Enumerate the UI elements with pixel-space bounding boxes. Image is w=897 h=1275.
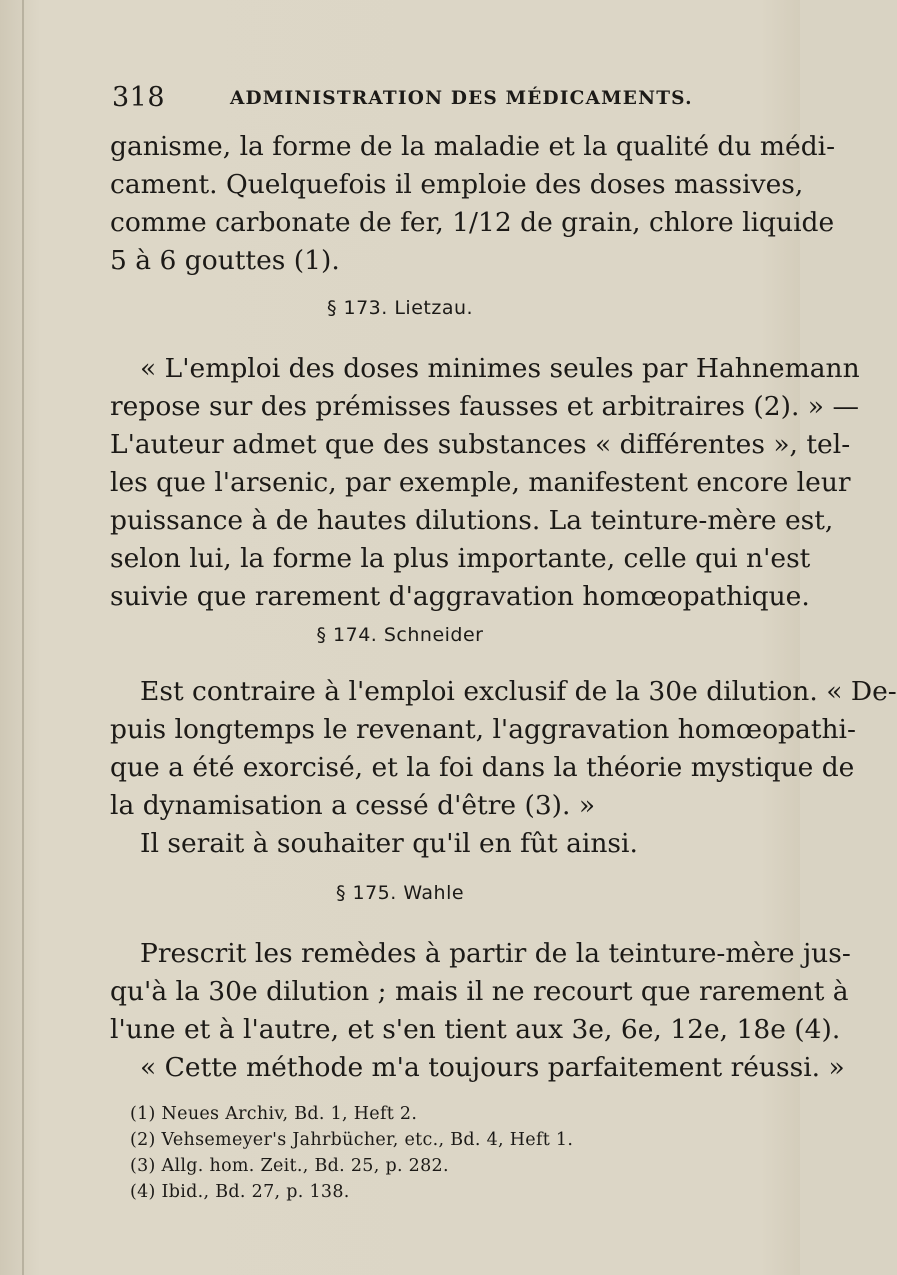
text-line: les que l'arsenic, par exemple, manifestent encore leur xyxy=(110,467,851,498)
text-line: puissance à de hautes dilutions. La teinture-mère est, xyxy=(110,505,834,536)
text-line: Il serait à souhaiter qu'il en fût ainsi. xyxy=(140,828,638,859)
text-line: cament. Quelquefois il emploie des doses massives, xyxy=(110,169,804,200)
section-heading: § 174. Schneider xyxy=(316,624,484,646)
text-line: comme carbonate de fer, 1/12 de grain, chlore liquide xyxy=(110,207,835,238)
text-line: la dynamisation a cessé d'être (3). » xyxy=(110,790,596,821)
text-line: selon lui, la forme la plus importante, celle qui n'est xyxy=(110,543,811,574)
text-line: « Cette méthode m'a toujours parfaitement réussi. » xyxy=(140,1052,845,1083)
page-number: 318 xyxy=(112,82,166,113)
footnote: (4) Ibid., Bd. 27, p. 138. xyxy=(130,1182,350,1202)
running-title: ADMINISTRATION DES MÉDICAMENTS. xyxy=(230,88,693,109)
footnote: (3) Allg. hom. Zeit., Bd. 25, p. 282. xyxy=(130,1156,449,1176)
text-line: repose sur des prémisses fausses et arbitraires (2). » — xyxy=(110,391,859,422)
text-line: 5 à 6 gouttes (1). xyxy=(110,245,340,276)
text-line: Est contraire à l'emploi exclusif de la 30e dilution. « De- xyxy=(140,676,897,707)
text-line: « L'emploi des doses minimes seules par Hahnemann xyxy=(140,353,860,384)
section-heading: § 173. Lietzau. xyxy=(326,297,474,319)
text-line: L'auteur admet que des substances « différentes », tel- xyxy=(110,429,851,460)
text-line: suivie que rarement d'aggravation homœopathique. xyxy=(110,581,810,612)
text-line: ganisme, la forme de la maladie et la qualité du médi- xyxy=(110,131,836,162)
footnote: (1) Neues Archiv, Bd. 1, Heft 2. xyxy=(130,1104,418,1124)
running-header xyxy=(112,82,752,116)
footnote: (2) Vehsemeyer's Jahrbücher, etc., Bd. 4, Heft 1. xyxy=(130,1130,574,1150)
text-line: puis longtemps le revenant, l'aggravation homœopathi- xyxy=(110,714,856,745)
text-line: que a été exorcisé, et la foi dans la théorie mystique de xyxy=(110,752,855,783)
text-line: l'une et à l'autre, et s'en tient aux 3e, 6e, 12e, 18e (4). xyxy=(110,1014,841,1045)
text-line: qu'à la 30e dilution ; mais il ne recourt que rarement à xyxy=(110,976,849,1007)
text-line: Prescrit les remèdes à partir de la teinture-mère jus- xyxy=(140,938,851,969)
section-heading: § 175. Wahle xyxy=(335,882,465,904)
